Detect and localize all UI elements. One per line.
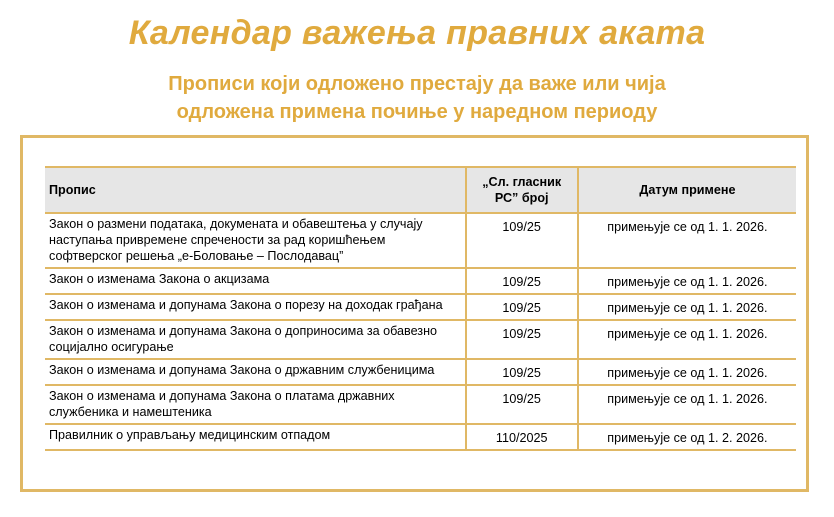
gazette-cell: 109/25 — [466, 385, 578, 424]
date-cell: примењује се од 1. 1. 2026. — [578, 213, 796, 268]
table-header — [45, 167, 796, 213]
gazette-cell: 109/25 — [466, 320, 578, 359]
table-row — [45, 320, 796, 359]
column-header-gazette: „Сл. гласник РС” број — [466, 167, 578, 213]
table-row — [45, 294, 796, 320]
gazette-cell: 109/25 — [466, 213, 578, 268]
regulation-cell: Закон о изменама и допунама Закона о платама државних службеника и намештеника — [45, 385, 466, 424]
gazette-cell: 109/25 — [466, 268, 578, 294]
column-header-date: Датум примене — [578, 167, 796, 213]
regulation-cell: Закон о изменама и допунама Закона о доприносима за обавезно социјално осигурање — [45, 320, 466, 359]
subtitle-line-1: Прописи који одложено престају да важе или чија — [168, 73, 666, 95]
table-frame — [20, 135, 809, 492]
table-row — [45, 359, 796, 385]
regulation-cell: Правилник о управљању медицинским отпадом — [45, 424, 466, 450]
date-cell: примењује се од 1. 1. 2026. — [578, 385, 796, 424]
regulations-table — [45, 166, 796, 451]
page-subtitle — [0, 70, 834, 126]
table-row — [45, 385, 796, 424]
date-cell: примењује се од 1. 1. 2026. — [578, 320, 796, 359]
regulation-cell: Закон о изменама и допунама Закона о порезу на доходак грађана — [45, 294, 466, 320]
date-cell: примењује се од 1. 2. 2026. — [578, 424, 796, 450]
gazette-cell: 109/25 — [466, 294, 578, 320]
date-cell: примењује се од 1. 1. 2026. — [578, 268, 796, 294]
table-body — [45, 213, 796, 450]
regulation-cell: Закон о размени података, докумената и обавештења у случају наступања привремене спречености за рад коришћењем софтверског решења „е-Боловање – Послодавац” — [45, 213, 466, 268]
subtitle-line-2: одложена примена почиње у наредном периоду — [176, 101, 658, 123]
table-row — [45, 268, 796, 294]
regulation-cell: Закон о изменама Закона о акцизама — [45, 268, 466, 294]
date-cell: примењује се од 1. 1. 2026. — [578, 359, 796, 385]
page-title: Календар важења правних аката — [128, 14, 706, 52]
date-cell: примењује се од 1. 1. 2026. — [578, 294, 796, 320]
table-header-row — [45, 167, 796, 213]
gazette-cell: 109/25 — [466, 359, 578, 385]
table-row — [45, 424, 796, 450]
table-row — [45, 213, 796, 268]
column-header-regulation: Пропис — [45, 167, 466, 213]
regulation-cell: Закон о изменама и допунама Закона о државним службеницима — [45, 359, 466, 385]
gazette-cell: 110/2025 — [466, 424, 578, 450]
